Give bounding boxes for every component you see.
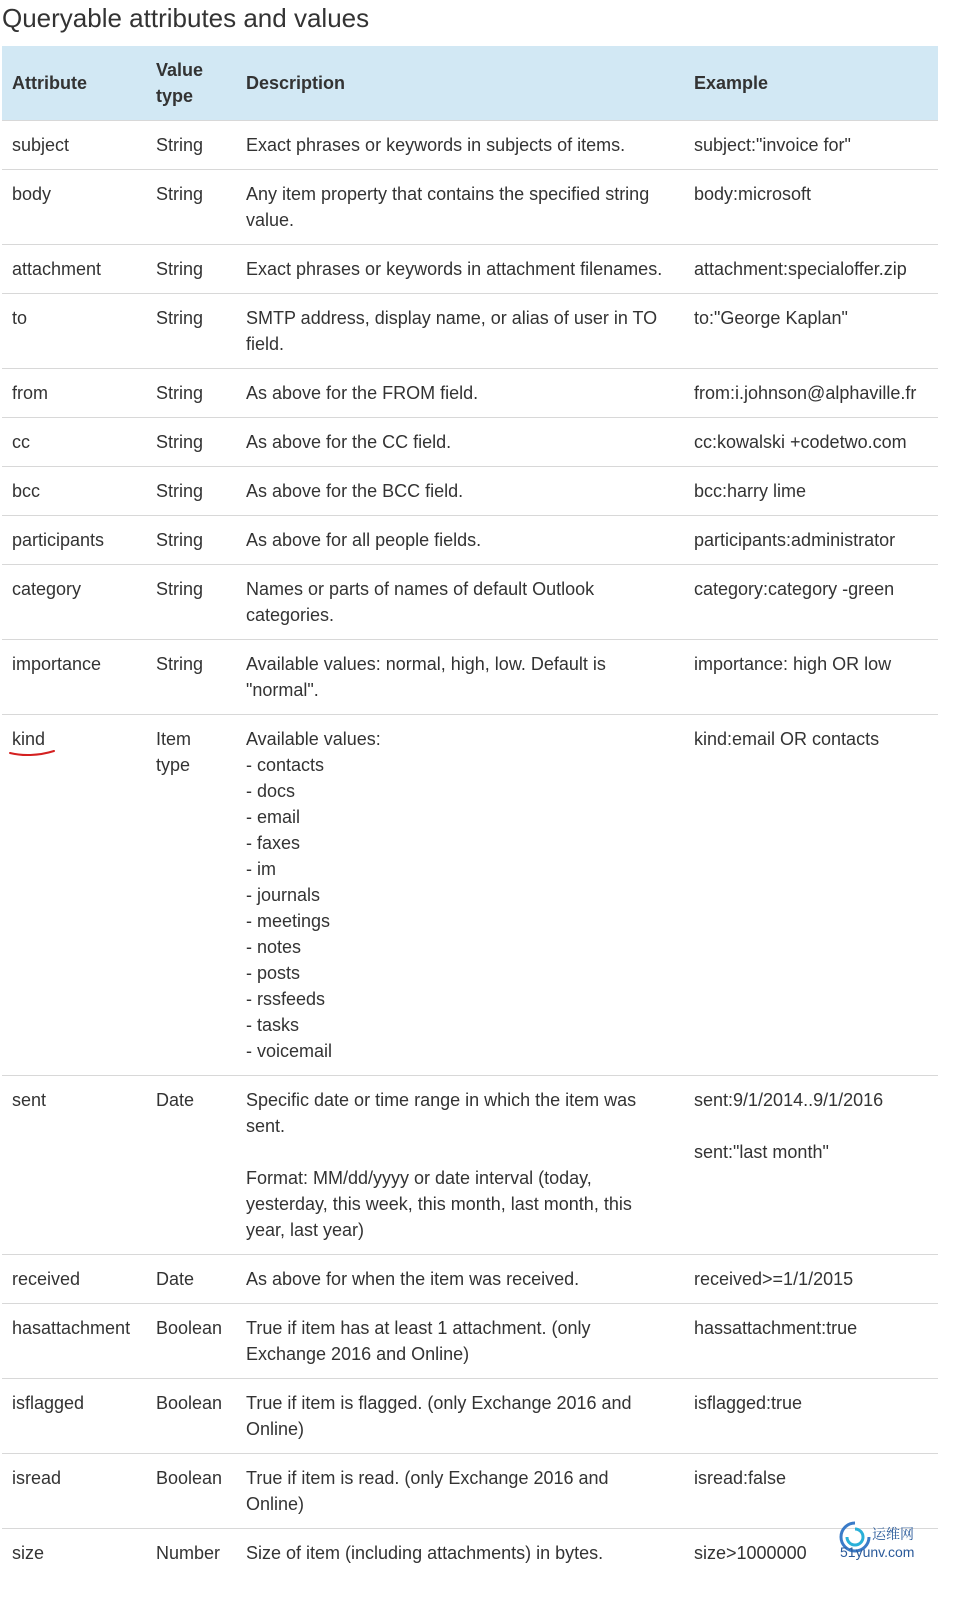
example-cell-line: to:"George Kaplan" <box>694 307 848 328</box>
table-row <box>2 564 938 639</box>
description-cell-line: True if item is read. (only Exchange 2016 and <box>246 1467 609 1488</box>
table-row <box>2 714 938 1075</box>
value-type-cell <box>146 466 236 515</box>
value-type-cell-line: String <box>156 578 204 599</box>
example-cell <box>684 639 938 714</box>
description-cell <box>236 293 684 368</box>
value-type-cell-line: Boolean <box>156 1392 223 1413</box>
watermark-line1: 运维网 <box>872 1526 914 1542</box>
header-description: Description <box>246 72 346 93</box>
description-cell-line: Size of item (including attachments) in bytes. <box>246 1542 604 1563</box>
table-row <box>2 120 938 169</box>
description-cell <box>236 466 684 515</box>
value-type-cell-line: Date <box>156 1089 195 1110</box>
description-cell-line: Exact phrases or keywords in attachment filenames. <box>246 258 663 279</box>
description-cell-line: SMTP address, display name, or alias of user in TO <box>246 307 658 328</box>
example-cell <box>684 244 938 293</box>
description-cell-line: - rssfeeds <box>246 988 326 1009</box>
attribute-cell: received <box>2 1254 146 1303</box>
description-cell-line: - faxes <box>246 832 301 853</box>
value-type-cell <box>146 293 236 368</box>
description-cell <box>236 639 684 714</box>
attribute-cell: importance <box>2 639 146 714</box>
table-row <box>2 466 938 515</box>
description-cell-line: - email <box>246 806 301 827</box>
value-type-cell <box>146 1303 236 1378</box>
example-cell-line: category:category -green <box>694 578 895 599</box>
description-cell-line: As above for the CC field. <box>246 431 452 452</box>
value-type-cell <box>146 417 236 466</box>
table-row <box>2 244 938 293</box>
value-type-cell <box>146 169 236 244</box>
attribute-cell: participants <box>2 515 146 564</box>
description-cell-line: Exact phrases or keywords in subjects of items. <box>246 134 626 155</box>
description-cell <box>236 714 684 1075</box>
table-row <box>2 368 938 417</box>
description-cell-line: Specific date or time range in which the item was <box>246 1089 637 1110</box>
description-cell <box>236 1378 684 1453</box>
example-cell <box>684 466 938 515</box>
table-row <box>2 417 938 466</box>
description-cell-line: - im <box>246 858 276 879</box>
description-cell-line: - journals <box>246 884 321 905</box>
description-cell-line: year, last year) <box>246 1219 365 1240</box>
table-row <box>2 169 938 244</box>
attribute-cell: body <box>2 169 146 244</box>
value-type-cell <box>146 639 236 714</box>
description-cell <box>236 368 684 417</box>
value-type-cell-line: String <box>156 653 204 674</box>
example-cell-line: hassattachment:true <box>694 1317 858 1338</box>
description-cell-line: - meetings <box>246 910 331 931</box>
example-cell <box>684 515 938 564</box>
table-row <box>2 1528 938 1577</box>
attribute-cell: from <box>2 368 146 417</box>
description-cell-line <box>246 1139 678 1165</box>
description-cell <box>236 1075 684 1254</box>
attribute-cell: isflagged <box>2 1378 146 1453</box>
watermark-line2: 51yunv.com <box>840 1544 915 1560</box>
description-cell-line: True if item has at least 1 attachment. (only <box>246 1317 591 1338</box>
table-row <box>2 1075 938 1254</box>
description-cell <box>236 1303 684 1378</box>
description-cell-line: Names or parts of names of default Outlook <box>246 578 595 599</box>
example-cell <box>684 1303 938 1378</box>
description-cell-line: As above for all people fields. <box>246 529 482 550</box>
example-cell-line: from:i.johnson@alphaville.fr <box>694 382 917 403</box>
example-cell-line: sent:9/1/2014..9/1/2016 <box>694 1089 884 1110</box>
attribute-cell: cc <box>2 417 146 466</box>
attribute-cell: kind <box>2 714 146 1075</box>
example-cell-line: size>1000000 <box>694 1542 807 1563</box>
example-cell-line: received>=1/1/2015 <box>694 1268 854 1289</box>
value-type-cell <box>146 1528 236 1577</box>
value-type-cell <box>146 714 236 1075</box>
table-row <box>2 1453 938 1528</box>
description-cell-line: Available values: normal, high, low. Default is <box>246 653 606 674</box>
value-type-cell-line: String <box>156 134 204 155</box>
value-type-cell <box>146 120 236 169</box>
header-attribute: Attribute <box>12 72 87 93</box>
example-cell <box>684 293 938 368</box>
value-type-cell-line: String <box>156 183 204 204</box>
value-type-cell-line: Boolean <box>156 1467 223 1488</box>
value-type-cell <box>146 1453 236 1528</box>
example-cell <box>684 1075 938 1254</box>
example-cell <box>684 120 938 169</box>
attribute-cell: attachment <box>2 244 146 293</box>
example-cell-line: kind:email OR contacts <box>694 728 880 749</box>
description-cell-line: yesterday, this week, this month, last month, this <box>246 1193 632 1214</box>
description-cell-line: categories. <box>246 604 335 625</box>
value-type-cell-line: Number <box>156 1542 221 1563</box>
description-cell-line: sent. <box>246 1115 286 1136</box>
example-cell-line: bcc:harry lime <box>694 480 807 501</box>
table-body <box>2 120 938 1577</box>
example-cell-line: sent:"last month" <box>694 1141 829 1162</box>
description-cell-line: As above for the FROM field. <box>246 382 479 403</box>
attribute-cell: to <box>2 293 146 368</box>
header-value-type-line1: Value <box>156 59 204 80</box>
description-cell-line: field. <box>246 333 285 354</box>
value-type-cell-line: String <box>156 382 204 403</box>
value-type-cell-line: String <box>156 431 204 452</box>
value-type-cell-line: String <box>156 258 204 279</box>
description-cell <box>236 515 684 564</box>
value-type-cell-line: String <box>156 529 204 550</box>
header-value-type <box>146 46 236 120</box>
table-row <box>2 515 938 564</box>
description-cell-line: - notes <box>246 936 302 957</box>
description-cell-line: Exchange 2016 and Online) <box>246 1343 470 1364</box>
watermark-logo <box>836 1520 946 1568</box>
description-cell <box>236 417 684 466</box>
attribute-cell: size <box>2 1528 146 1577</box>
description-cell-line: As above for the BCC field. <box>246 480 464 501</box>
table-header <box>2 46 938 120</box>
header-example: Example <box>694 72 769 93</box>
attributes-table <box>2 46 938 1577</box>
description-cell-line: value. <box>246 209 295 230</box>
description-cell-line: Format: MM/dd/yyyy or date interval (today, <box>246 1167 592 1188</box>
attribute-cell: isread <box>2 1453 146 1528</box>
example-cell <box>684 564 938 639</box>
value-type-cell-line: type <box>156 754 191 775</box>
attribute-cell: category <box>2 564 146 639</box>
description-cell <box>236 244 684 293</box>
description-cell-line: "normal". <box>246 679 319 700</box>
example-cell <box>684 1254 938 1303</box>
value-type-cell <box>146 1075 236 1254</box>
value-type-cell-line: Date <box>156 1268 195 1289</box>
header-row <box>2 46 938 120</box>
description-cell-line: True if item is flagged. (only Exchange 2016 and <box>246 1392 632 1413</box>
example-cell <box>684 1378 938 1453</box>
description-cell-line: Online) <box>246 1418 305 1439</box>
example-cell <box>684 368 938 417</box>
value-type-cell-line: String <box>156 307 204 328</box>
table-row <box>2 1378 938 1453</box>
description-cell <box>236 169 684 244</box>
value-type-cell-line: Boolean <box>156 1317 223 1338</box>
description-cell <box>236 1453 684 1528</box>
example-cell <box>684 417 938 466</box>
table-row <box>2 293 938 368</box>
kind-red-underline-annotation <box>8 749 56 757</box>
table-row <box>2 1254 938 1303</box>
attribute-cell: sent <box>2 1075 146 1254</box>
attribute-cell: subject <box>2 120 146 169</box>
example-cell <box>684 169 938 244</box>
page-title: Queryable attributes and values <box>2 3 370 33</box>
value-type-cell <box>146 244 236 293</box>
description-cell-line: As above for when the item was received. <box>246 1268 580 1289</box>
description-cell-line: - voicemail <box>246 1040 333 1061</box>
description-cell <box>236 120 684 169</box>
example-cell-line: subject:"invoice for" <box>694 134 851 155</box>
header-value-type-line2: type <box>156 85 194 106</box>
attribute-cell: hasattachment <box>2 1303 146 1378</box>
description-cell-line: Online) <box>246 1493 305 1514</box>
description-cell <box>236 1528 684 1577</box>
example-cell-line: cc:kowalski +codetwo.com <box>694 431 907 452</box>
value-type-cell <box>146 564 236 639</box>
example-cell-line: isflagged:true <box>694 1392 803 1413</box>
value-type-cell <box>146 368 236 417</box>
description-cell-line: - contacts <box>246 754 325 775</box>
example-cell <box>684 1453 938 1528</box>
value-type-cell <box>146 1254 236 1303</box>
description-cell-line: - docs <box>246 780 296 801</box>
description-cell <box>236 564 684 639</box>
example-cell-line <box>694 1113 932 1139</box>
example-cell-line: participants:administrator <box>694 529 896 550</box>
description-cell-line: - tasks <box>246 1014 300 1035</box>
example-cell-line: attachment:specialoffer.zip <box>694 258 907 279</box>
value-type-cell <box>146 1378 236 1453</box>
example-cell-line: importance: high OR low <box>694 653 892 674</box>
attribute-cell: bcc <box>2 466 146 515</box>
value-type-cell-line: String <box>156 480 204 501</box>
description-cell-line: Any item property that contains the specified string <box>246 183 650 204</box>
table-row <box>2 1303 938 1378</box>
description-cell <box>236 1254 684 1303</box>
description-cell-line: - posts <box>246 962 301 983</box>
example-cell-line: body:microsoft <box>694 183 812 204</box>
example-cell <box>684 714 938 1075</box>
description-cell-line: Available values: <box>246 728 381 749</box>
value-type-cell <box>146 515 236 564</box>
value-type-cell-line: Item <box>156 728 192 749</box>
table-row <box>2 639 938 714</box>
example-cell-line: isread:false <box>694 1467 787 1488</box>
